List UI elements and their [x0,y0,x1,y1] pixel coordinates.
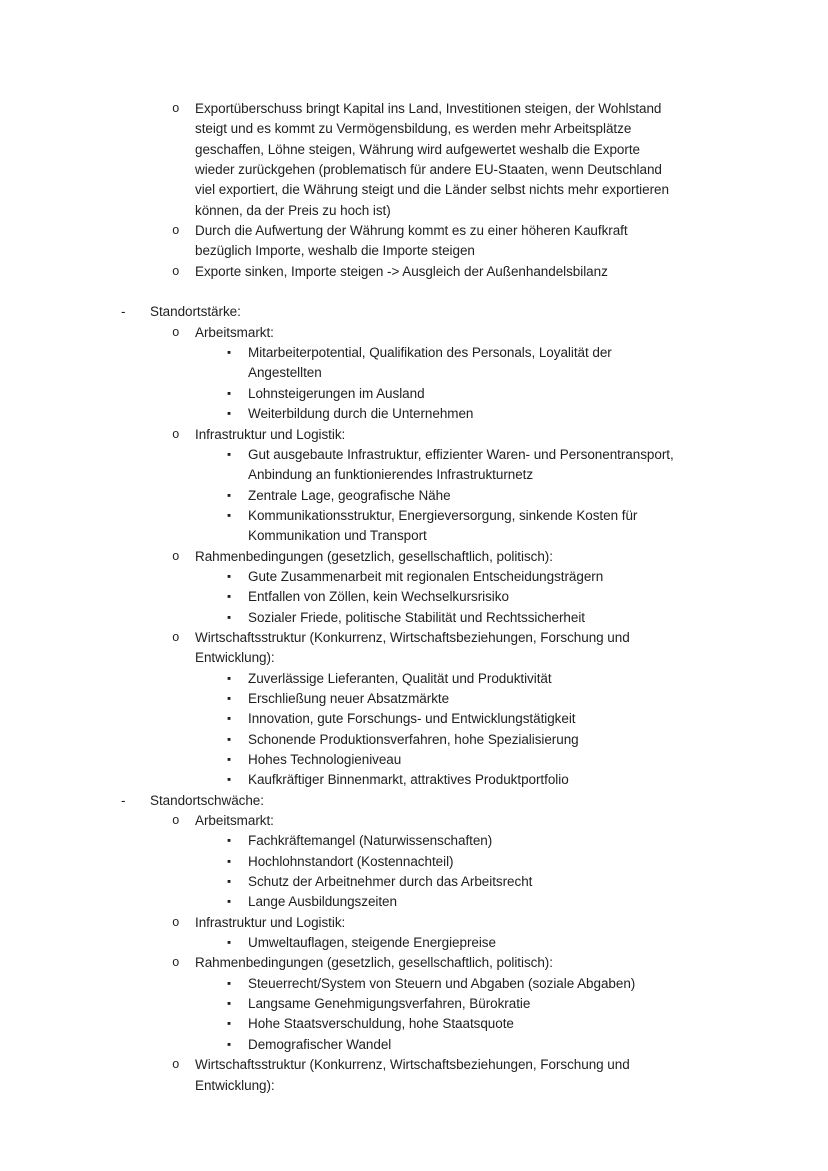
bullet-square-icon: ▪ [227,570,232,583]
list-item [0,587,828,607]
bullet-square-icon: ▪ [227,591,232,604]
list-item [0,953,828,973]
list-item [0,486,828,506]
bullet-circle-icon: o [172,224,180,239]
text-line: Hohe Staatsverschuldung, hohe Staatsquote [248,1016,514,1032]
list-item [0,425,828,445]
text-line: Schonende Produktionsverfahren, hohe Spezialisierung [248,731,579,747]
text-line: Steuerrecht/System von Steuern und Abgaben (soziale Abgaben) [248,975,636,991]
text-line: wieder zurückgehen (problematisch für andere EU-Staaten, wenn Deutschland [195,162,662,178]
text-line: Innovation, gute Forschungs- und Entwicklungstätigkeit [248,711,576,727]
list-item [0,506,828,547]
list-item [0,1055,828,1096]
text-line: Hochlohnstandort (Kostennachteil) [248,853,454,869]
list-item [0,872,828,892]
text-line: Standortschwäche: [150,792,264,808]
text-line: Angestellten [248,365,322,381]
text-line: Hohes Technologieniveau [248,752,402,767]
text-line: Zentrale Lage, geografische Nähe [248,487,451,503]
list-item [0,791,828,811]
bullet-square-icon: ▪ [227,347,232,360]
bullet-square-icon: ▪ [227,672,232,685]
bullet-square-icon: ▪ [227,754,232,766]
list-item [0,709,828,729]
bullet-circle-icon: o [172,549,180,564]
text-line: Mitarbeiterpotential, Qualifikation des Personals, Loyalität der [248,345,612,361]
list-item [0,913,828,933]
bullet-square-icon: ▪ [227,977,232,990]
text-line: Entfallen von Zöllen, kein Wechselkursrisiko [248,589,509,605]
bullet-square-icon: ▪ [227,774,232,787]
text-line: Rahmenbedingungen (gesetzlich, gesellschaftlich, politisch): [195,548,553,564]
bullet-circle-icon: o [172,427,180,442]
bullet-square-icon: ▪ [227,611,232,624]
text-line: Langsame Genehmigungsverfahren, Bürokratie [248,996,531,1012]
text-line: Erschließung neuer Absatzmärkte [248,690,450,706]
text-line: Infrastruktur und Logistik: [195,914,346,930]
text-line: viel exportiert, die Währung steigt und die Länder selbst nichts mehr exportieren [195,182,669,198]
text-line: Zuverlässige Lieferanten, Qualität und Produktivität [248,670,552,686]
bullet-square-icon: ▪ [227,1018,232,1031]
bullet-square-icon: ▪ [227,937,232,950]
bullet-square-icon: ▪ [227,448,232,461]
list-item [0,567,828,587]
bullet-square-icon: ▪ [227,733,232,746]
text-line: Entwicklung): [195,1077,275,1093]
list-item [0,852,828,872]
text-line: Kommunikation und Transport [248,528,427,544]
bullet-square-icon: ▪ [227,387,232,400]
list-item [0,974,828,994]
list-item [0,730,828,750]
bullet-square-icon: ▪ [227,1038,232,1051]
text-line: Demografischer Wandel [248,1036,392,1052]
bullet-square-icon: ▪ [227,876,232,889]
list-item [0,221,828,262]
text-line: Gut ausgebaute Infrastruktur, effizienter Waren- und Personentransport, [248,446,674,462]
bullet-square-icon: ▪ [227,489,232,502]
list-item [0,384,828,404]
list-item [0,628,828,669]
text-line: Kaufkräftiger Binnenmarkt, attraktives Produktportfolio [248,772,569,788]
bullet-square-icon: ▪ [227,509,232,522]
text-line: geschaffen, Löhne steigen, Währung wird aufgewertet weshalb die Exporte [195,141,640,157]
text-line: Kommunikationsstruktur, Energieversorgung, sinkende Kosten für [248,507,638,523]
text-line: Wirtschaftsstruktur (Konkurrenz, Wirtschaftsbeziehungen, Forschung und [195,629,630,645]
list-item [0,669,828,689]
text-line: bezüglich Importe, weshalb die Importe steigen [195,243,475,259]
text-line: Arbeitsmarkt: [195,813,274,829]
list-item [0,770,828,790]
text-line: Infrastruktur und Logistik: [195,426,346,442]
list-item [0,404,828,424]
bullet-square-icon: ▪ [227,835,232,848]
list-item [0,343,828,384]
bullet-square-icon: ▪ [227,855,232,868]
text-line: Exportüberschuss bringt Kapital ins Land, Investitionen steigen, der Wohlstand [195,101,662,116]
bullet-square-icon: ▪ [227,896,232,909]
list-item [0,262,828,282]
list-item [0,831,828,851]
text-line: Sozialer Friede, politische Stabilität und Rechtssicherheit [248,609,585,625]
text-line: Standortstärke: [150,304,241,320]
text-line: Weiterbildung durch die Unternehmen [248,406,474,422]
bullet-square-icon: ▪ [227,692,232,705]
bullet-circle-icon: o [172,102,180,116]
bullet-circle-icon: o [172,956,180,971]
text-line: Arbeitsmarkt: [195,324,274,340]
bullet-circle-icon: o [172,915,180,930]
list-item [0,445,828,486]
list-item [0,750,828,770]
list-item [0,547,828,567]
list-item [0,933,828,953]
text-line: Entwicklung): [195,650,275,666]
list-item [0,1014,828,1034]
bullet-square-icon: ▪ [227,408,232,421]
text-line: Umweltauflagen, steigende Energiepreise [248,935,496,951]
text-line: Anbindung an funktionierendes Infrastrukturnetz [248,467,534,483]
text-line: Exporte sinken, Importe steigen -> Ausgleich der Außenhandelsbilanz [195,263,608,279]
list-item [0,302,828,322]
text-line: können, da der Preis zu hoch ist) [195,202,391,218]
bullet-dash-icon: - [121,792,126,808]
list-item [0,608,828,628]
list-item [0,1035,828,1055]
bullet-circle-icon: o [172,325,180,340]
blank-line [0,282,828,302]
text-line: Fachkräftemangel (Naturwissenschaften) [248,833,493,849]
bullet-square-icon: ▪ [227,713,232,726]
bullet-circle-icon: o [172,814,180,829]
text-line: steigt und es kommt zu Vermögensbildung, es werden mehr Arbeitsplätze [195,121,632,137]
bullet-square-icon: ▪ [227,998,232,1011]
bullet-dash-icon: - [121,304,126,320]
text-line: Lohnsteigerungen im Ausland [248,385,425,401]
list-item [0,99,828,221]
list-item [0,994,828,1014]
text-line: Schutz der Arbeitnehmer durch das Arbeitsrecht [248,874,533,890]
list-item [0,811,828,831]
text-line: Wirtschaftsstruktur (Konkurrenz, Wirtschaftsbeziehungen, Forschung und [195,1057,630,1073]
text-line: Gute Zusammenarbeit mit regionalen Entscheidungsträgern [248,568,604,584]
list-item [0,689,828,709]
text-line: Durch die Aufwertung der Währung kommt es zu einer höheren Kaufkraft [195,223,628,239]
bullet-circle-icon: o [172,264,180,279]
bullet-circle-icon: o [172,1058,180,1073]
text-line: Lange Ausbildungszeiten [248,894,397,910]
text-line: Rahmenbedingungen (gesetzlich, gesellschaftlich, politisch): [195,955,553,971]
list-item [0,892,828,912]
bullet-circle-icon: o [172,630,180,645]
list-item [0,323,828,343]
